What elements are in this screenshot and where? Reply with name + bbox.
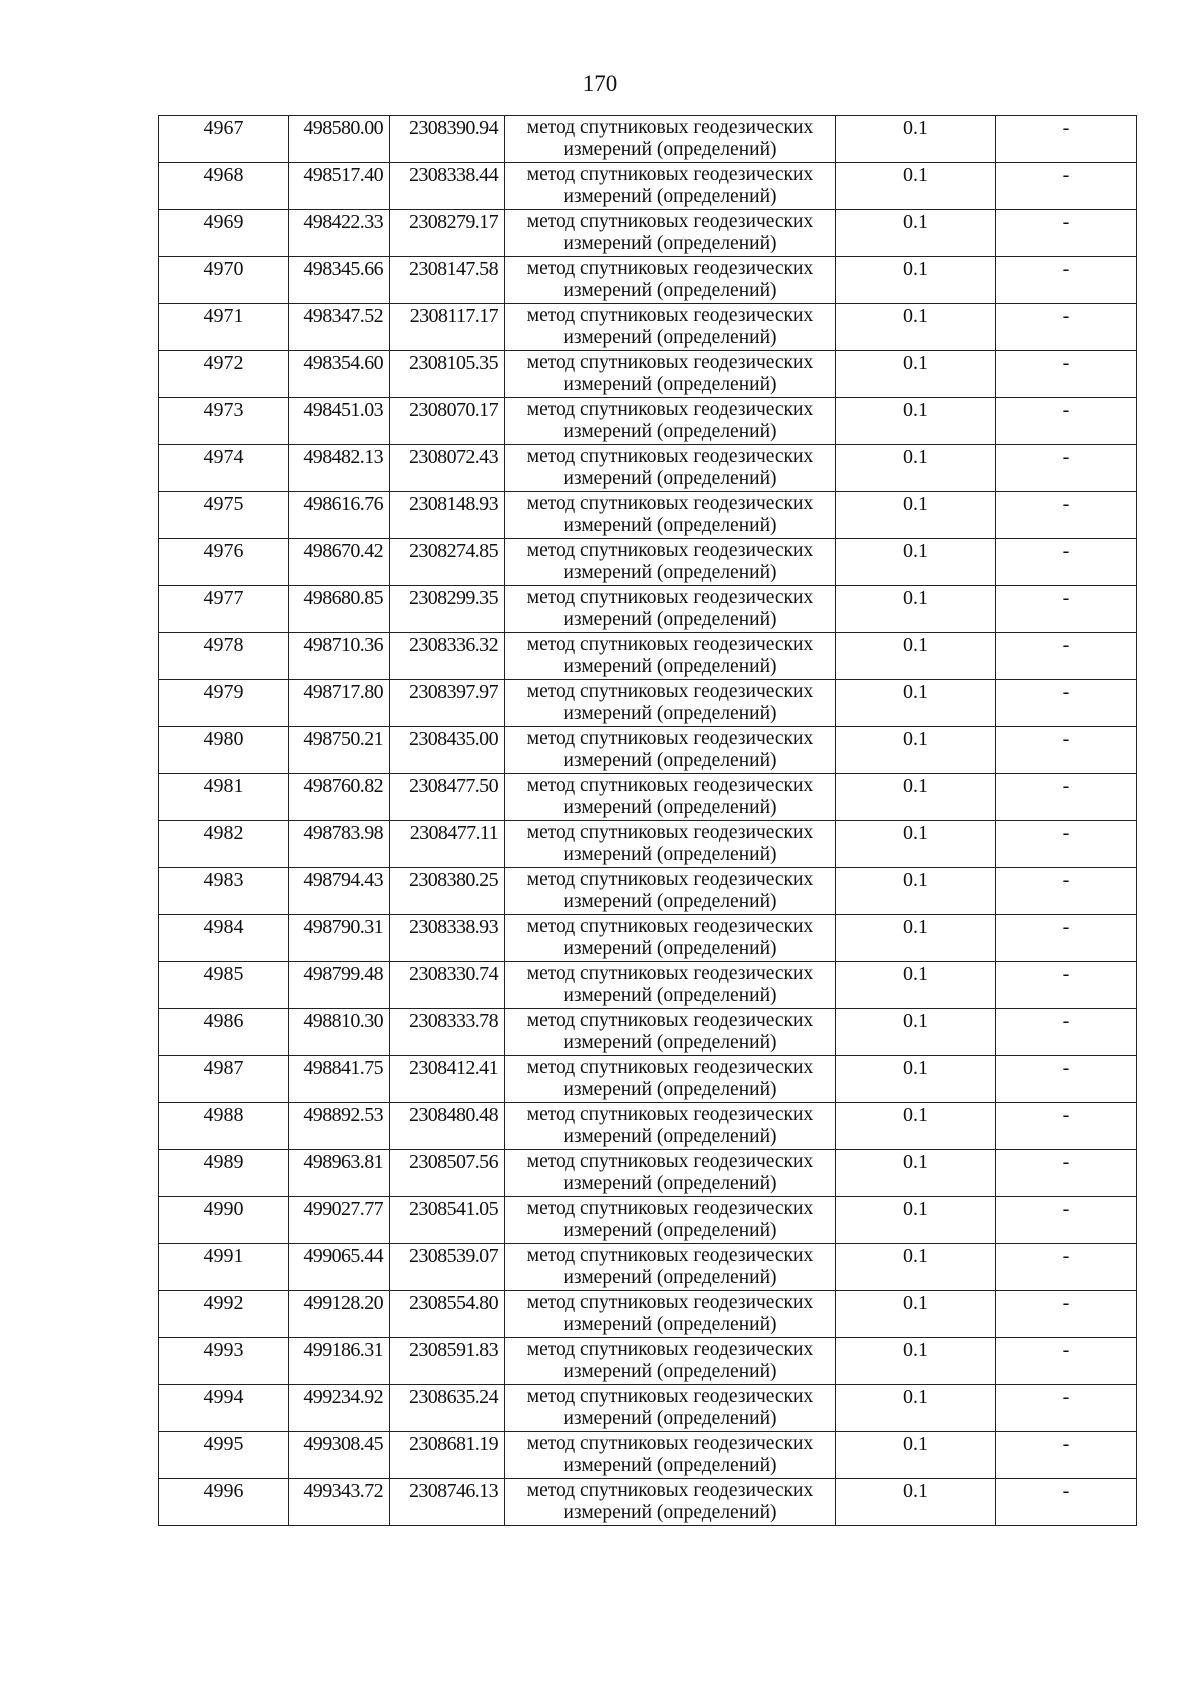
method-text-line-2: измерений (определений): [563, 985, 777, 1006]
x-coordinate-cell: 499027.77: [289, 1197, 390, 1244]
accuracy-cell: 0.1: [836, 962, 996, 1009]
method-cell: [505, 351, 836, 398]
x-coordinate-cell: 498790.31: [289, 915, 390, 962]
x-coordinate-cell: 499128.20: [289, 1291, 390, 1338]
method-text-line-1: метод спутниковых геодезических: [526, 587, 814, 608]
table-row: [159, 351, 1137, 398]
y-coordinate-cell: 2308591.83: [390, 1338, 505, 1385]
method-text-line-2: измерений (определений): [563, 1126, 777, 1147]
x-coordinate-cell: 498750.21: [289, 727, 390, 774]
note-cell: -: [996, 351, 1137, 398]
point-number-cell: 4996: [159, 1479, 289, 1526]
method-text-line-1: метод спутниковых геодезических: [526, 1245, 814, 1266]
method-cell: [505, 163, 836, 210]
y-coordinate-cell: 2308435.00: [390, 727, 505, 774]
point-number-cell: 4973: [159, 398, 289, 445]
method-text-line-2: измерений (определений): [563, 468, 777, 489]
table-row: [159, 163, 1137, 210]
x-coordinate-cell: 498616.76: [289, 492, 390, 539]
x-coordinate-cell: 498680.85: [289, 586, 390, 633]
method-text-line-2: измерений (определений): [563, 891, 777, 912]
table-row: [159, 727, 1137, 774]
x-coordinate-cell: 498670.42: [289, 539, 390, 586]
y-coordinate-cell: 2308412.41: [390, 1056, 505, 1103]
y-coordinate-cell: 2308507.56: [390, 1150, 505, 1197]
method-text-line-2: измерений (определений): [563, 139, 777, 160]
table-row: [159, 1479, 1137, 1526]
table-row: [159, 586, 1137, 633]
accuracy-cell: 0.1: [836, 351, 996, 398]
method-text-line-2: измерений (определений): [563, 1455, 777, 1476]
method-cell: [505, 633, 836, 680]
point-number-cell: 4979: [159, 680, 289, 727]
method-text-line-1: метод спутниковых геодезических: [526, 540, 814, 561]
note-cell: -: [996, 1479, 1137, 1526]
table-row: [159, 1197, 1137, 1244]
y-coordinate-cell: 2308070.17: [390, 398, 505, 445]
y-coordinate-cell: 2308380.25: [390, 868, 505, 915]
accuracy-cell: 0.1: [836, 1009, 996, 1056]
x-coordinate-cell: 498799.48: [289, 962, 390, 1009]
note-cell: -: [996, 962, 1137, 1009]
method-text-line-2: измерений (определений): [563, 515, 777, 536]
point-number-cell: 4970: [159, 257, 289, 304]
method-cell: [505, 1197, 836, 1244]
method-text-line-2: измерений (определений): [563, 562, 777, 583]
y-coordinate-cell: 2308148.93: [390, 492, 505, 539]
method-text-line-2: измерений (определений): [563, 186, 777, 207]
y-coordinate-cell: 2308539.07: [390, 1244, 505, 1291]
table-row: [159, 680, 1137, 727]
table-row: [159, 868, 1137, 915]
note-cell: -: [996, 445, 1137, 492]
table-row: [159, 257, 1137, 304]
accuracy-cell: 0.1: [836, 1479, 996, 1526]
method-cell: [505, 210, 836, 257]
y-coordinate-cell: 2308117.17: [390, 304, 505, 351]
method-text-line-1: метод спутниковых геодезических: [526, 822, 814, 843]
accuracy-cell: 0.1: [836, 492, 996, 539]
accuracy-cell: 0.1: [836, 445, 996, 492]
accuracy-cell: 0.1: [836, 1432, 996, 1479]
x-coordinate-cell: 498580.00: [289, 116, 390, 163]
x-coordinate-cell: 498354.60: [289, 351, 390, 398]
table-row: [159, 633, 1137, 680]
method-text-line-2: измерений (определений): [563, 327, 777, 348]
accuracy-cell: 0.1: [836, 915, 996, 962]
method-text-line-1: метод спутниковых геодезических: [526, 1386, 814, 1407]
note-cell: -: [996, 774, 1137, 821]
accuracy-cell: 0.1: [836, 633, 996, 680]
accuracy-cell: 0.1: [836, 210, 996, 257]
method-cell: [505, 539, 836, 586]
method-text-line-1: метод спутниковых геодезических: [526, 1339, 814, 1360]
table-row: [159, 1338, 1137, 1385]
method-text-line-2: измерений (определений): [563, 233, 777, 254]
note-cell: -: [996, 1150, 1137, 1197]
method-text-line-1: метод спутниковых геодезических: [526, 728, 814, 749]
accuracy-cell: 0.1: [836, 821, 996, 868]
point-number-cell: 4980: [159, 727, 289, 774]
accuracy-cell: 0.1: [836, 586, 996, 633]
method-text-line-2: измерений (определений): [563, 1220, 777, 1241]
method-cell: [505, 1009, 836, 1056]
y-coordinate-cell: 2308477.11: [390, 821, 505, 868]
method-text-line-2: измерений (определений): [563, 609, 777, 630]
table-row: [159, 821, 1137, 868]
point-number-cell: 4972: [159, 351, 289, 398]
method-cell: [505, 915, 836, 962]
method-text-line-1: метод спутниковых геодезических: [526, 1104, 814, 1125]
table-row: [159, 1150, 1137, 1197]
point-number-cell: 4990: [159, 1197, 289, 1244]
note-cell: -: [996, 1056, 1137, 1103]
x-coordinate-cell: 498710.36: [289, 633, 390, 680]
accuracy-cell: 0.1: [836, 398, 996, 445]
table-row: [159, 962, 1137, 1009]
point-number-cell: 4969: [159, 210, 289, 257]
accuracy-cell: 0.1: [836, 868, 996, 915]
x-coordinate-cell: 499308.45: [289, 1432, 390, 1479]
table-row: [159, 774, 1137, 821]
x-coordinate-cell: 499343.72: [289, 1479, 390, 1526]
method-cell: [505, 821, 836, 868]
accuracy-cell: 0.1: [836, 1291, 996, 1338]
note-cell: -: [996, 492, 1137, 539]
y-coordinate-cell: 2308338.93: [390, 915, 505, 962]
point-number-cell: 4985: [159, 962, 289, 1009]
method-text-line-1: метод спутниковых геодезических: [526, 1480, 814, 1501]
method-text-line-1: метод спутниковых геодезических: [526, 1433, 814, 1454]
x-coordinate-cell: 498810.30: [289, 1009, 390, 1056]
point-number-cell: 4975: [159, 492, 289, 539]
method-text-line-1: метод спутниковых геодезических: [526, 1151, 814, 1172]
x-coordinate-cell: 499234.92: [289, 1385, 390, 1432]
table-row: [159, 445, 1137, 492]
note-cell: -: [996, 680, 1137, 727]
method-text-line-1: метод спутниковых геодезических: [526, 963, 814, 984]
accuracy-cell: 0.1: [836, 1244, 996, 1291]
method-cell: [505, 492, 836, 539]
note-cell: -: [996, 1103, 1137, 1150]
method-text-line-2: измерений (определений): [563, 1502, 777, 1523]
method-text-line-2: измерений (определений): [563, 421, 777, 442]
x-coordinate-cell: 498794.43: [289, 868, 390, 915]
method-text-line-1: метод спутниковых геодезических: [526, 164, 814, 185]
note-cell: -: [996, 116, 1137, 163]
method-cell: [505, 398, 836, 445]
point-number-cell: 4981: [159, 774, 289, 821]
note-cell: -: [996, 539, 1137, 586]
y-coordinate-cell: 2308333.78: [390, 1009, 505, 1056]
table-row: [159, 116, 1137, 163]
x-coordinate-cell: 498760.82: [289, 774, 390, 821]
note-cell: -: [996, 915, 1137, 962]
accuracy-cell: 0.1: [836, 257, 996, 304]
y-coordinate-cell: 2308480.48: [390, 1103, 505, 1150]
method-text-line-1: метод спутниковых геодезических: [526, 775, 814, 796]
method-text-line-1: метод спутниковых геодезических: [526, 1198, 814, 1219]
method-text-line-1: метод спутниковых геодезических: [526, 869, 814, 890]
method-cell: [505, 586, 836, 633]
method-text-line-1: метод спутниковых геодезических: [526, 634, 814, 655]
note-cell: -: [996, 727, 1137, 774]
note-cell: -: [996, 304, 1137, 351]
x-coordinate-cell: 498892.53: [289, 1103, 390, 1150]
y-coordinate-cell: 2308635.24: [390, 1385, 505, 1432]
note-cell: -: [996, 586, 1137, 633]
note-cell: -: [996, 821, 1137, 868]
x-coordinate-cell: 498517.40: [289, 163, 390, 210]
method-cell: [505, 1338, 836, 1385]
x-coordinate-cell: 498451.03: [289, 398, 390, 445]
method-text-line-1: метод спутниковых геодезических: [526, 352, 814, 373]
accuracy-cell: 0.1: [836, 1150, 996, 1197]
y-coordinate-cell: 2308336.32: [390, 633, 505, 680]
method-text-line-2: измерений (определений): [563, 1032, 777, 1053]
method-cell: [505, 304, 836, 351]
x-coordinate-cell: 498783.98: [289, 821, 390, 868]
accuracy-cell: 0.1: [836, 1056, 996, 1103]
coordinates-table: [158, 115, 1137, 1526]
note-cell: -: [996, 868, 1137, 915]
point-number-cell: 4986: [159, 1009, 289, 1056]
point-number-cell: 4993: [159, 1338, 289, 1385]
note-cell: -: [996, 163, 1137, 210]
y-coordinate-cell: 2308681.19: [390, 1432, 505, 1479]
method-text-line-2: измерений (определений): [563, 797, 777, 818]
method-text-line-1: метод спутниковых геодезических: [526, 446, 814, 467]
point-number-cell: 4977: [159, 586, 289, 633]
method-text-line-1: метод спутниковых геодезических: [526, 117, 814, 138]
coordinates-table-body: [159, 116, 1137, 1526]
method-cell: [505, 1056, 836, 1103]
x-coordinate-cell: 498422.33: [289, 210, 390, 257]
y-coordinate-cell: 2308397.97: [390, 680, 505, 727]
point-number-cell: 4987: [159, 1056, 289, 1103]
y-coordinate-cell: 2308072.43: [390, 445, 505, 492]
y-coordinate-cell: 2308105.35: [390, 351, 505, 398]
table-row: [159, 492, 1137, 539]
method-text-line-2: измерений (определений): [563, 374, 777, 395]
point-number-cell: 4978: [159, 633, 289, 680]
point-number-cell: 4995: [159, 1432, 289, 1479]
x-coordinate-cell: 499065.44: [289, 1244, 390, 1291]
method-cell: [505, 1244, 836, 1291]
method-text-line-1: метод спутниковых геодезических: [526, 258, 814, 279]
table-row: [159, 1103, 1137, 1150]
method-text-line-1: метод спутниковых геодезических: [526, 1010, 814, 1031]
method-text-line-1: метод спутниковых геодезических: [526, 493, 814, 514]
x-coordinate-cell: 498345.66: [289, 257, 390, 304]
point-number-cell: 4968: [159, 163, 289, 210]
method-text-line-1: метод спутниковых геодезических: [526, 916, 814, 937]
y-coordinate-cell: 2308274.85: [390, 539, 505, 586]
point-number-cell: 4989: [159, 1150, 289, 1197]
note-cell: -: [996, 1244, 1137, 1291]
y-coordinate-cell: 2308338.44: [390, 163, 505, 210]
y-coordinate-cell: 2308746.13: [390, 1479, 505, 1526]
y-coordinate-cell: 2308147.58: [390, 257, 505, 304]
point-number-cell: 4983: [159, 868, 289, 915]
method-text-line-1: метод спутниковых геодезических: [526, 1057, 814, 1078]
method-text-line-2: измерений (определений): [563, 1408, 777, 1429]
method-text-line-2: измерений (определений): [563, 1361, 777, 1382]
x-coordinate-cell: 498347.52: [289, 304, 390, 351]
accuracy-cell: 0.1: [836, 1338, 996, 1385]
point-number-cell: 4982: [159, 821, 289, 868]
table-row: [159, 1009, 1137, 1056]
table-row: [159, 210, 1137, 257]
method-text-line-2: измерений (определений): [563, 938, 777, 959]
method-cell: [505, 727, 836, 774]
x-coordinate-cell: 498717.80: [289, 680, 390, 727]
method-text-line-2: измерений (определений): [563, 1079, 777, 1100]
method-cell: [505, 116, 836, 163]
table-row: [159, 1244, 1137, 1291]
accuracy-cell: 0.1: [836, 680, 996, 727]
note-cell: -: [996, 1385, 1137, 1432]
method-cell: [505, 1479, 836, 1526]
method-text-line-2: измерений (определений): [563, 1314, 777, 1335]
method-text-line-2: измерений (определений): [563, 844, 777, 865]
method-cell: [505, 1150, 836, 1197]
x-coordinate-cell: 498841.75: [289, 1056, 390, 1103]
y-coordinate-cell: 2308299.35: [390, 586, 505, 633]
method-text-line-2: измерений (определений): [563, 1267, 777, 1288]
method-cell: [505, 774, 836, 821]
method-text-line-1: метод спутниковых геодезических: [526, 1292, 814, 1313]
accuracy-cell: 0.1: [836, 116, 996, 163]
table-row: [159, 1432, 1137, 1479]
point-number-cell: 4991: [159, 1244, 289, 1291]
point-number-cell: 4988: [159, 1103, 289, 1150]
accuracy-cell: 0.1: [836, 727, 996, 774]
method-text-line-2: измерений (определений): [563, 703, 777, 724]
note-cell: -: [996, 257, 1137, 304]
y-coordinate-cell: 2308554.80: [390, 1291, 505, 1338]
table-row: [159, 1291, 1137, 1338]
accuracy-cell: 0.1: [836, 1103, 996, 1150]
note-cell: -: [996, 1291, 1137, 1338]
y-coordinate-cell: 2308477.50: [390, 774, 505, 821]
accuracy-cell: 0.1: [836, 304, 996, 351]
method-text-line-2: измерений (определений): [563, 280, 777, 301]
table-row: [159, 304, 1137, 351]
note-cell: -: [996, 633, 1137, 680]
accuracy-cell: 0.1: [836, 163, 996, 210]
method-text-line-1: метод спутниковых геодезических: [526, 681, 814, 702]
method-cell: [505, 680, 836, 727]
method-text-line-1: метод спутниковых геодезических: [526, 211, 814, 232]
method-cell: [505, 1291, 836, 1338]
method-cell: [505, 257, 836, 304]
method-cell: [505, 1103, 836, 1150]
accuracy-cell: 0.1: [836, 539, 996, 586]
point-number-cell: 4971: [159, 304, 289, 351]
y-coordinate-cell: 2308390.94: [390, 116, 505, 163]
x-coordinate-cell: 498482.13: [289, 445, 390, 492]
method-cell: [505, 1432, 836, 1479]
table-row: [159, 915, 1137, 962]
method-cell: [505, 868, 836, 915]
method-cell: [505, 1385, 836, 1432]
note-cell: -: [996, 1432, 1137, 1479]
point-number-cell: 4984: [159, 915, 289, 962]
table-row: [159, 1385, 1137, 1432]
note-cell: -: [996, 210, 1137, 257]
method-cell: [505, 962, 836, 1009]
x-coordinate-cell: 499186.31: [289, 1338, 390, 1385]
table-row: [159, 1056, 1137, 1103]
method-text-line-1: метод спутниковых геодезических: [526, 305, 814, 326]
method-text-line-2: измерений (определений): [563, 1173, 777, 1194]
method-cell: [505, 445, 836, 492]
note-cell: -: [996, 1009, 1137, 1056]
point-number-cell: 4994: [159, 1385, 289, 1432]
note-cell: -: [996, 1197, 1137, 1244]
note-cell: -: [996, 1338, 1137, 1385]
accuracy-cell: 0.1: [836, 1197, 996, 1244]
point-number-cell: 4974: [159, 445, 289, 492]
x-coordinate-cell: 498963.81: [289, 1150, 390, 1197]
y-coordinate-cell: 2308541.05: [390, 1197, 505, 1244]
accuracy-cell: 0.1: [836, 774, 996, 821]
table-row: [159, 539, 1137, 586]
accuracy-cell: 0.1: [836, 1385, 996, 1432]
method-text-line-2: измерений (определений): [563, 656, 777, 677]
point-number-cell: 4992: [159, 1291, 289, 1338]
method-text-line-1: метод спутниковых геодезических: [526, 399, 814, 420]
table-row: [159, 398, 1137, 445]
page-number: 170: [582, 71, 618, 96]
point-number-cell: 4976: [159, 539, 289, 586]
y-coordinate-cell: 2308330.74: [390, 962, 505, 1009]
note-cell: -: [996, 398, 1137, 445]
y-coordinate-cell: 2308279.17: [390, 210, 505, 257]
point-number-cell: 4967: [159, 116, 289, 163]
method-text-line-2: измерений (определений): [563, 750, 777, 771]
